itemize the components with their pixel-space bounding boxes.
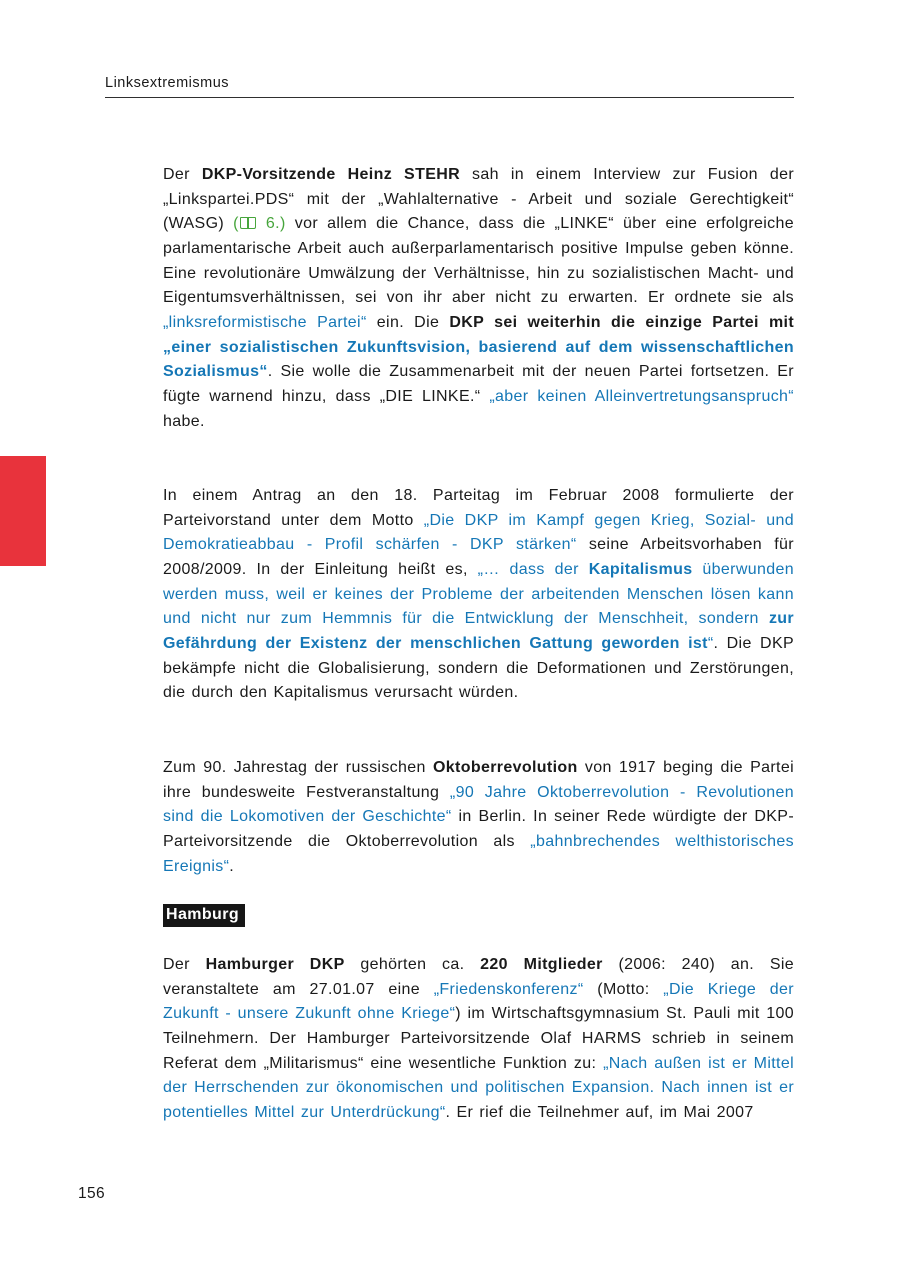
text-segment: Der <box>163 166 202 183</box>
text-segment: . Die DKP bekämpfe nicht die Globalisierung, sondern die Deformationen und Zerstörungen, die durch den Kapitalismus verursacht würden. <box>163 634 794 702</box>
paragraph-hamburg-dkp <box>163 953 794 1126</box>
paragraph-oktoberrevolution <box>163 756 794 879</box>
text-segment: Der <box>163 956 206 973</box>
text-segment: ein. Die <box>366 313 450 331</box>
text-segment: DKP-Vorsitzende Heinz STEHR <box>201 166 461 183</box>
text-segment: (Motto: <box>583 980 664 998</box>
text-segment: . Sie wolle die Zusammenarbeit mit der neuen Partei fortsetzen. Er fügte warnend hinzu, dass „DIE LINKE.“ <box>163 363 794 405</box>
text-segment: In einem Antrag an den 18. Parteitag im Februar 2008 formulierte der Parteivorstand unter dem Motto <box>163 487 794 529</box>
text-segment: ) im Wirtschaftsgymnasium St. Pauli mit 100 Teilnehmern. Der Hamburger Parteivorsitzende Olaf HARMS schrieb in seinem Referat dem „Militarismus“ eine wesentliche Funktion zu: <box>163 1005 794 1072</box>
text-segment: sah in einem Interview zur Fusion der „Linkspartei.PDS“ mit der „Wahlalternative - Arbeit und soziale Gerechtigkeit“ (WASG) <box>163 166 794 233</box>
text-segment: Zum 90. Jahrestag der russischen <box>163 759 433 776</box>
text-segment: ( <box>233 215 239 233</box>
running-header-title: Linksextremismus <box>105 75 230 91</box>
header-rule <box>105 97 794 98</box>
section-heading-hamburg <box>163 904 245 927</box>
text-segment: gehörten ca. <box>344 956 481 973</box>
text-segment: „bahnbrechendes welthistorisches Ereignis“ <box>163 832 794 875</box>
text-segment: überwunden werden muss, weil er keines der Probleme der arbeitenden Menschen lösen kann und nicht nur zum Hemmnis für die Entwicklung der Menschheit, sondern <box>163 560 794 628</box>
section-heading-label: Hamburg <box>163 904 245 927</box>
text-segment: „90 Jahre Oktoberrevolution - Revolutionen sind die Lokomotiven der Geschichte“ <box>163 783 794 826</box>
book-icon <box>240 217 256 229</box>
text-segment: „Friedenskonferenz“ <box>433 980 584 998</box>
text-segment: „Die Kriege der Zukunft - unsere Zukunft ohne Kriege“ <box>163 980 794 1023</box>
paragraph-dkp-stehr <box>163 163 794 434</box>
text-segment: „Nach außen ist er Mittel der Herrschenden zur ökonomischen und politischen Expansion. Nach innen ist er potentielles Mittel zur Unterdrückung“ <box>163 1054 794 1121</box>
text-segment: zur Gefährdung der Existenz der menschlichen Gattung geworden ist <box>163 610 794 652</box>
text-segment: seine Arbeitsvorhaben für 2008/2009. In der Einleitung heißt es, <box>163 536 794 578</box>
paragraph-parteitag-antrag <box>163 484 794 706</box>
text-segment: 6.) <box>256 215 286 233</box>
text-segment: Oktoberrevolution <box>433 759 578 776</box>
text-segment: „linksreformistische Partei“ <box>163 313 367 331</box>
text-segment: in Berlin. In seiner Rede würdigte der DKP-Parteivorsitzende die Oktoberrevolution als <box>163 808 794 850</box>
text-segment: von 1917 beging die Partei ihre bundesweite Festveranstaltung <box>163 759 795 801</box>
text-segment: „… dass der <box>477 560 589 578</box>
text-segment: . <box>229 857 235 875</box>
page-number: 156 <box>78 1185 106 1202</box>
text-segment: 220 Mitglieder <box>480 956 603 973</box>
text-segment: habe. <box>163 412 205 430</box>
text-segment: “ <box>707 634 714 652</box>
text-segment: „einer sozialistischen Zukunftsvision, basierend auf dem wissenschaftlichen Sozialismus“ <box>163 338 794 381</box>
text-segment: „aber keinen Alleinvertretungsanspruch“ <box>489 387 794 405</box>
text-segment: (2006: 240) an. Sie veranstaltete am 27.01.07 eine <box>163 956 794 998</box>
text-segment: „Die DKP im Kampf gegen Krieg, Sozial- und Demokratieabbau - Profil schärfen - DKP stärken“ <box>163 511 794 554</box>
text-segment: DKP sei weiterhin die einzige Partei mit <box>449 313 794 331</box>
text-segment: Hamburger DKP <box>205 956 345 973</box>
text-segment: Kapitalismus <box>588 560 693 578</box>
margin-marker <box>0 456 46 566</box>
text-segment: . Er rief die Teilnehmer auf, im Mai 2007 <box>445 1103 754 1121</box>
text-segment: vor allem die Chance, dass die „LINKE“ über eine erfolgreiche parlamentarische Arbeit auch außerparlamentarisch positive Impulse geben könne. Eine revolutionäre Umwälzung der Verhältnisse, hin zu sozialistischen Macht- und Eigentumsverhältnissen, sei von ihr aber nicht zu erwarten. Er ordnete sie als <box>163 215 795 307</box>
